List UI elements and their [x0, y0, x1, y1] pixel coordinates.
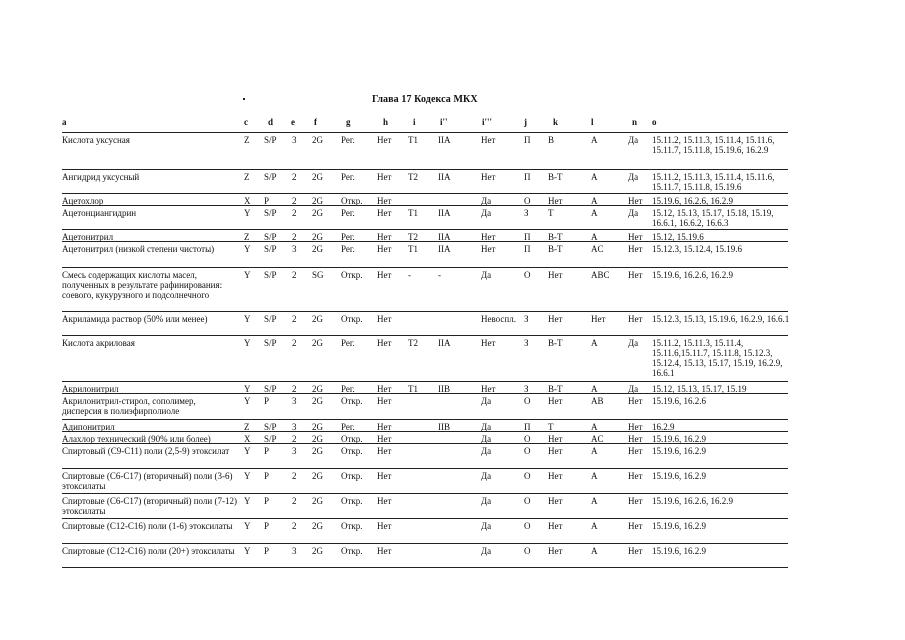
- cell-references: 15.19.6, 16.2.9: [652, 434, 706, 444]
- column-header: k: [553, 117, 559, 127]
- cell-d: P: [264, 396, 270, 406]
- cell-e: 2: [292, 471, 297, 481]
- cell-n: Нет: [628, 496, 643, 506]
- cell-l: AB: [591, 396, 604, 406]
- cell-n: Нет: [628, 396, 643, 406]
- cell-l: AC: [591, 434, 604, 444]
- cell-n: Нет: [628, 196, 643, 206]
- cell-l: А: [591, 446, 598, 456]
- cell-i2: IIB: [438, 384, 450, 394]
- cell-references: 15.11.2, 15.11.3, 15.11.4, 15.11.6, 15.11.7, 15.11.8, 15.19.6, 16.2.9: [652, 135, 775, 155]
- cell-h: Нет: [377, 172, 392, 182]
- cell-i3: Нет: [481, 244, 496, 254]
- cell-g: Рег.: [341, 208, 355, 218]
- cell-f: 2G: [312, 338, 323, 348]
- cell-f: 2G: [312, 422, 323, 432]
- table-row: [0, 194, 905, 206]
- cell-g: Откр.: [341, 546, 363, 556]
- cell-j: П: [524, 422, 531, 432]
- cell-k: Нет: [548, 521, 563, 531]
- cell-h: Нет: [377, 196, 392, 206]
- cell-h: Нет: [377, 546, 392, 556]
- column-header: o: [652, 117, 657, 127]
- cell-h: Нет: [377, 521, 392, 531]
- cell-h: Нет: [377, 446, 392, 456]
- cell-e: 2: [292, 434, 297, 444]
- cell-h: Нет: [377, 434, 392, 444]
- cell-d: P: [264, 471, 270, 481]
- cell-j: З: [524, 338, 529, 348]
- cell-substance: Спиртовый (C9-C11) поли (2,5-9) этоксилат: [62, 446, 230, 456]
- cell-i3: Нет: [481, 172, 496, 182]
- cell-c: Y: [244, 471, 251, 481]
- cell-h: Нет: [377, 244, 392, 254]
- cell-h: Нет: [377, 496, 392, 506]
- cell-f: 2G: [312, 208, 323, 218]
- column-header: a: [62, 117, 67, 127]
- cell-g: Рег.: [341, 244, 355, 254]
- cell-i: -: [408, 270, 411, 280]
- cell-l: ABC: [591, 270, 610, 280]
- cell-j: З: [524, 314, 529, 324]
- cell-e: 2: [292, 314, 297, 324]
- cell-n: Да: [628, 135, 639, 145]
- cell-j: О: [524, 521, 531, 531]
- cell-d: S/P: [264, 135, 277, 145]
- cell-n: Нет: [628, 314, 643, 324]
- cell-i3: Да: [481, 208, 492, 218]
- column-header: g: [346, 117, 351, 127]
- column-header: d: [268, 117, 274, 127]
- cell-i3: Да: [481, 446, 492, 456]
- cell-c: Y: [244, 208, 251, 218]
- cell-references: 15.19.6, 16.2.6, 16.2.9: [652, 270, 733, 280]
- cell-d: P: [264, 446, 270, 456]
- cell-e: 2: [292, 270, 297, 280]
- cell-d: S/P: [264, 422, 277, 432]
- table-row: [0, 382, 905, 394]
- cell-i2: IIA: [438, 338, 451, 348]
- cell-references: 15.19.6, 16.2.9: [652, 471, 706, 481]
- cell-substance: Ацетонитрил (низкой степени чистоты): [62, 244, 215, 254]
- cell-k: Нет: [548, 270, 563, 280]
- cell-f: 2G: [312, 434, 323, 444]
- cell-substance: Спиртовые (C6-C17) (вторичный) поли (3-6) этоксилаты: [62, 471, 233, 491]
- row-rule: [62, 567, 788, 568]
- cell-e: 3: [292, 422, 297, 432]
- cell-i3: Невоспл.: [481, 314, 516, 324]
- cell-e: 2: [292, 496, 297, 506]
- cell-c: Y: [244, 270, 251, 280]
- cell-i: T2: [408, 338, 418, 348]
- cell-i2: IIA: [438, 232, 451, 242]
- cell-h: Нет: [377, 384, 392, 394]
- cell-references: 15.19.6, 16.2.6, 16.2.9: [652, 196, 733, 206]
- column-header: j: [524, 117, 527, 127]
- cell-l: А: [591, 196, 598, 206]
- cell-j: О: [524, 196, 531, 206]
- cell-i: T2: [408, 232, 418, 242]
- column-header: n: [632, 117, 638, 127]
- cell-substance: Ацетонциангидрин: [62, 208, 137, 218]
- cell-i2: IIA: [438, 135, 451, 145]
- cell-references: 15.19.6, 16.2.9: [652, 546, 706, 556]
- cell-references: 15.11.2, 15.11.3, 15.11.4, 15.11.6, 15.11.7, 15.11.8, 15.19.6: [652, 172, 775, 192]
- cell-c: Z: [244, 232, 250, 242]
- table-row: [0, 242, 905, 268]
- cell-references: 15.19.6, 16.2.6: [652, 396, 706, 406]
- cell-g: Откр.: [341, 396, 363, 406]
- cell-substance: Алахлор технический (90% или более): [62, 434, 211, 444]
- cell-j: П: [524, 135, 531, 145]
- cell-d: S/P: [264, 434, 277, 444]
- table-row: [0, 336, 905, 382]
- cell-f: 2G: [312, 244, 323, 254]
- cell-d: P: [264, 521, 270, 531]
- cell-f: SG: [312, 270, 324, 280]
- cell-substance: Смесь содержащих кислоты масел, полученных в результате рафинирования: соевого, кукурузного и подсолнечного: [62, 270, 223, 300]
- stray-dot: [243, 98, 245, 100]
- cell-substance: Спиртовые (C12-C16) поли (20+) этоксилаты: [62, 546, 235, 556]
- cell-d: P: [264, 196, 270, 206]
- cell-d: S/P: [264, 270, 277, 280]
- cell-g: Рег.: [341, 422, 355, 432]
- cell-i3: Да: [481, 196, 492, 206]
- table-row: [0, 394, 905, 420]
- cell-g: Откр.: [341, 471, 363, 481]
- table-row: [0, 432, 905, 444]
- table-row: [0, 268, 905, 312]
- cell-n: Нет: [628, 471, 643, 481]
- cell-e: 2: [292, 338, 297, 348]
- cell-f: 2G: [312, 135, 323, 145]
- cell-e: 3: [292, 546, 297, 556]
- cell-references: 15.12, 15.13, 15.17, 15.18, 15.19, 16.6.1, 16.6.2, 16.6.3: [652, 208, 774, 228]
- cell-i2: -: [438, 270, 441, 280]
- cell-n: Да: [628, 208, 639, 218]
- column-header: f: [314, 117, 317, 127]
- table-header: [0, 117, 905, 129]
- cell-k: B-T: [548, 384, 563, 394]
- cell-i3: Да: [481, 270, 492, 280]
- cell-c: Z: [244, 422, 250, 432]
- table-row: [0, 544, 905, 568]
- cell-h: Нет: [377, 208, 392, 218]
- cell-j: П: [524, 244, 531, 254]
- cell-substance: Кислота акриловая: [62, 338, 135, 348]
- cell-k: B-T: [548, 338, 563, 348]
- cell-j: О: [524, 270, 531, 280]
- cell-k: Нет: [548, 396, 563, 406]
- cell-substance: Кислота уксусная: [62, 135, 130, 145]
- cell-k: B-T: [548, 232, 563, 242]
- cell-i3: Нет: [481, 135, 496, 145]
- cell-e: 2: [292, 172, 297, 182]
- cell-g: Рег.: [341, 232, 355, 242]
- cell-h: Нет: [377, 314, 392, 324]
- cell-k: Нет: [548, 314, 563, 324]
- cell-f: 2G: [312, 471, 323, 481]
- cell-l: AC: [591, 244, 604, 254]
- cell-f: 2G: [312, 196, 323, 206]
- cell-j: О: [524, 396, 531, 406]
- table-row: [0, 420, 905, 432]
- cell-k: Нет: [548, 434, 563, 444]
- cell-n: Нет: [628, 546, 643, 556]
- cell-n: Нет: [628, 521, 643, 531]
- cell-c: Y: [244, 521, 251, 531]
- cell-k: T: [548, 422, 554, 432]
- cell-d: P: [264, 496, 270, 506]
- table-row: [0, 494, 905, 519]
- cell-h: Нет: [377, 135, 392, 145]
- cell-j: О: [524, 471, 531, 481]
- cell-substance: Акрилонитрил: [62, 384, 119, 394]
- cell-l: А: [591, 208, 598, 218]
- table-row: [0, 444, 905, 469]
- cell-j: О: [524, 546, 531, 556]
- cell-h: Нет: [377, 471, 392, 481]
- cell-n: Нет: [628, 244, 643, 254]
- cell-n: Да: [628, 384, 639, 394]
- cell-j: П: [524, 172, 531, 182]
- cell-substance: Ацетохлор: [62, 196, 104, 206]
- cell-g: Откр.: [341, 270, 363, 280]
- cell-c: X: [244, 434, 251, 444]
- cell-n: Нет: [628, 434, 643, 444]
- cell-references: 15.12, 15.19.6: [652, 232, 704, 242]
- cell-c: Y: [244, 314, 251, 324]
- cell-references: 15.12, 15.13, 15.17, 15.19: [652, 384, 747, 394]
- cell-i3: Нет: [481, 384, 496, 394]
- cell-c: Y: [244, 384, 251, 394]
- cell-j: О: [524, 446, 531, 456]
- cell-j: З: [524, 208, 529, 218]
- cell-d: S/P: [264, 338, 277, 348]
- cell-n: Да: [628, 338, 639, 348]
- cell-g: Откр.: [341, 496, 363, 506]
- cell-c: Y: [244, 338, 251, 348]
- cell-h: Нет: [377, 270, 392, 280]
- cell-substance: Ангидрид уксусный: [62, 172, 140, 182]
- cell-d: S/P: [264, 384, 277, 394]
- cell-c: X: [244, 196, 251, 206]
- cell-c: Y: [244, 244, 251, 254]
- page-title: Глава 17 Кодекса МКХ: [372, 94, 478, 105]
- cell-g: Откр.: [341, 521, 363, 531]
- cell-h: Нет: [377, 338, 392, 348]
- cell-k: Нет: [548, 471, 563, 481]
- cell-f: 2G: [312, 546, 323, 556]
- cell-e: 2: [292, 208, 297, 218]
- cell-l: А: [591, 135, 598, 145]
- cell-l: А: [591, 338, 598, 348]
- cell-i: T2: [408, 172, 418, 182]
- cell-e: 3: [292, 244, 297, 254]
- cell-n: Нет: [628, 422, 643, 432]
- cell-e: 3: [292, 396, 297, 406]
- cell-c: Y: [244, 396, 251, 406]
- cell-h: Нет: [377, 396, 392, 406]
- cell-f: 2G: [312, 446, 323, 456]
- cell-k: Нет: [548, 546, 563, 556]
- cell-i2: IIA: [438, 172, 451, 182]
- cell-k: Нет: [548, 196, 563, 206]
- cell-e: 2: [292, 384, 297, 394]
- cell-substance: Акриламида раствор (50% или менее): [62, 314, 208, 324]
- cell-d: S/P: [264, 232, 277, 242]
- cell-d: S/P: [264, 244, 277, 254]
- cell-e: 3: [292, 135, 297, 145]
- cell-l: А: [591, 232, 598, 242]
- cell-i: T1: [408, 135, 418, 145]
- cell-l: А: [591, 471, 598, 481]
- cell-k: T: [548, 208, 554, 218]
- cell-f: 2G: [312, 172, 323, 182]
- table-row: [0, 230, 905, 242]
- cell-i3: Да: [481, 521, 492, 531]
- cell-i2: IIB: [438, 422, 450, 432]
- cell-references: 15.12.3, 15.12.4, 15.19.6: [652, 244, 742, 254]
- column-header: i'': [440, 117, 448, 127]
- cell-e: 2: [292, 232, 297, 242]
- column-header: l: [591, 117, 594, 127]
- cell-h: Нет: [377, 422, 392, 432]
- cell-substance: Акрилонитрил-стирол, сополимер, дисперсия в полиэфирполиоле: [62, 396, 196, 416]
- table-row: [0, 206, 905, 230]
- cell-g: Рег.: [341, 172, 355, 182]
- cell-i3: Да: [481, 396, 492, 406]
- cell-l: А: [591, 172, 598, 182]
- cell-d: P: [264, 546, 270, 556]
- column-header: e: [291, 117, 295, 127]
- cell-g: Рег.: [341, 135, 355, 145]
- cell-c: Y: [244, 546, 251, 556]
- cell-f: 2G: [312, 396, 323, 406]
- cell-g: Рег.: [341, 338, 355, 348]
- cell-g: Рег.: [341, 384, 355, 394]
- cell-f: 2G: [312, 496, 323, 506]
- column-header: i''': [482, 117, 493, 127]
- cell-c: Y: [244, 496, 251, 506]
- cell-g: Откр.: [341, 196, 363, 206]
- cell-references: 15.19.6, 16.2.6, 16.2.9: [652, 496, 733, 506]
- cell-k: Нет: [548, 446, 563, 456]
- column-header: c: [244, 117, 248, 127]
- cell-i3: Да: [481, 471, 492, 481]
- cell-f: 2G: [312, 314, 323, 324]
- table-row: [0, 312, 905, 336]
- cell-h: Нет: [377, 232, 392, 242]
- cell-i: T1: [408, 384, 418, 394]
- table-row: [0, 133, 905, 170]
- cell-n: Нет: [628, 232, 643, 242]
- cell-g: Откр.: [341, 446, 363, 456]
- table-row: [0, 519, 905, 544]
- cell-c: Y: [244, 446, 251, 456]
- cell-f: 2G: [312, 521, 323, 531]
- cell-d: S/P: [264, 172, 277, 182]
- cell-references: 16.2.9: [652, 422, 675, 432]
- cell-g: Откр.: [341, 434, 363, 444]
- cell-e: 3: [292, 446, 297, 456]
- cell-c: Z: [244, 135, 250, 145]
- cell-k: Нет: [548, 496, 563, 506]
- cell-f: 2G: [312, 384, 323, 394]
- cell-l: А: [591, 384, 598, 394]
- cell-f: 2G: [312, 232, 323, 242]
- column-header: i: [413, 117, 416, 127]
- cell-i3: Нет: [481, 232, 496, 242]
- cell-l: А: [591, 496, 598, 506]
- cell-i: T1: [408, 208, 418, 218]
- cell-substance: Ацетонитрил: [62, 232, 114, 242]
- cell-substance: Адипонитрил: [62, 422, 115, 432]
- cell-i3: Нет: [481, 338, 496, 348]
- table-row: [0, 170, 905, 194]
- cell-k: В: [548, 135, 555, 145]
- cell-i2: IIA: [438, 208, 451, 218]
- cell-n: Да: [628, 172, 639, 182]
- cell-d: S/P: [264, 314, 277, 324]
- cell-j: О: [524, 434, 531, 444]
- cell-g: Откр.: [341, 314, 363, 324]
- cell-i3: Да: [481, 422, 492, 432]
- cell-k: B-T: [548, 244, 563, 254]
- cell-l: А: [591, 546, 598, 556]
- cell-i: T1: [408, 244, 418, 254]
- cell-j: О: [524, 496, 531, 506]
- column-header: h: [383, 117, 389, 127]
- cell-i3: Да: [481, 434, 492, 444]
- cell-j: П: [524, 232, 531, 242]
- cell-e: 2: [292, 521, 297, 531]
- cell-i3: Да: [481, 546, 492, 556]
- cell-e: 2: [292, 196, 297, 206]
- cell-j: З: [524, 384, 529, 394]
- cell-c: Z: [244, 172, 250, 182]
- cell-k: B-T: [548, 172, 563, 182]
- cell-substance: Спиртовые (C12-C16) поли (1-6) этоксилаты: [62, 521, 233, 531]
- cell-n: Нет: [628, 270, 643, 280]
- cell-references: 15.11.2, 15.11.3, 15.11.4, 15.11.6,15.11.7, 15.11.8, 15.12.3, 15.12.4, 15.13, 15.17, 15.19, 16.2.9, 16.6.1: [652, 338, 783, 378]
- cell-l: А: [591, 422, 598, 432]
- cell-d: S/P: [264, 208, 277, 218]
- cell-l: Нет: [591, 314, 606, 324]
- cell-references: 15.19.6, 16.2.9: [652, 446, 706, 456]
- cell-i2: IIA: [438, 244, 451, 254]
- cell-l: А: [591, 521, 598, 531]
- cell-references: 15.19.6, 16.2.9: [652, 521, 706, 531]
- cell-n: Нет: [628, 446, 643, 456]
- table-row: [0, 469, 905, 494]
- cell-i3: Да: [481, 496, 492, 506]
- cell-substance: Спиртовые (C6-C17) (вторичный) поли (7-12) этоксилаты: [62, 496, 237, 516]
- cell-references: 15.12.3, 15.13, 15.19.6, 16.2.9, 16.6.1: [652, 314, 790, 324]
